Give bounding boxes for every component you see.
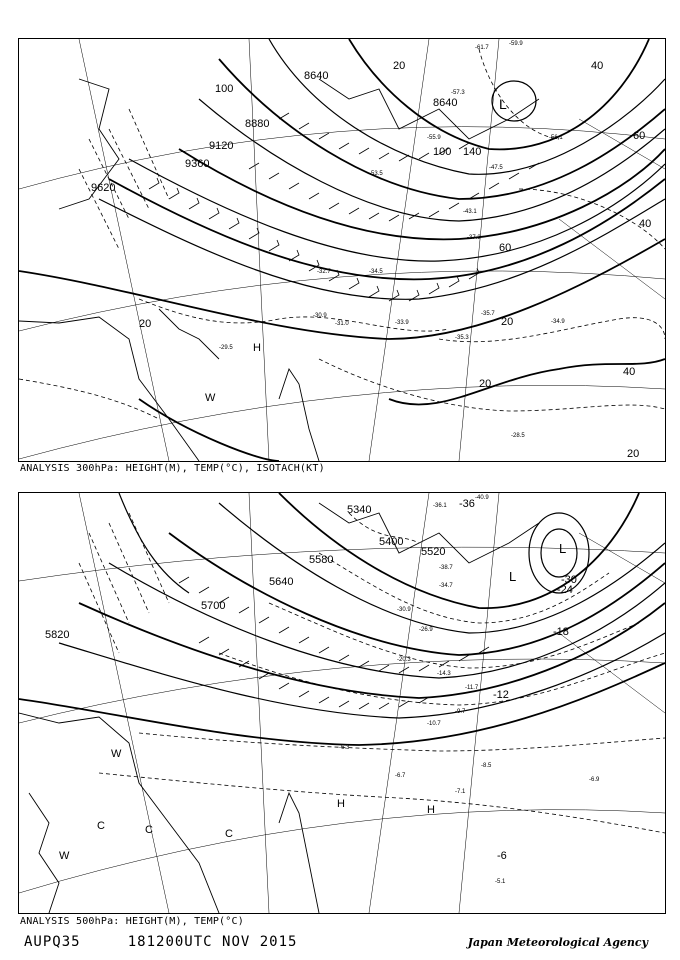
temp-value: -6.3 — [339, 745, 350, 751]
temp-value: -11.7 — [465, 685, 479, 691]
caption-500hpa: ANALYSIS 500hPa: HEIGHT(M), TEMP(°C) — [20, 916, 244, 927]
temp-value: -47.5 — [489, 165, 503, 171]
isotherm-label: -12 — [493, 689, 509, 701]
temp-value: -6.9 — [589, 777, 600, 783]
cold-marker: C — [145, 824, 153, 836]
height-label: 5400 — [379, 536, 404, 548]
coastline — [19, 503, 539, 913]
isotach-label: 60 — [633, 130, 646, 142]
temp-value: -5.1 — [495, 879, 506, 885]
temp-value: -8.5 — [481, 763, 492, 769]
isotach-label: 100 — [215, 83, 234, 95]
map-500hpa-canvas — [19, 493, 665, 913]
temp-value: -29.5 — [219, 345, 233, 351]
isotach-label: 20 — [139, 318, 152, 330]
temp-value: -33.9 — [395, 320, 409, 326]
height-label: 9120 — [209, 140, 234, 152]
temp-value: -9.7 — [455, 709, 466, 715]
temp-value: -34.9 — [551, 319, 565, 325]
cold-marker: C — [225, 828, 233, 840]
temp-value: -20.3 — [397, 657, 411, 663]
agency-name: Japan Meteorological Agency — [467, 936, 648, 949]
temp-value: -55.9 — [427, 135, 441, 141]
height-contours — [19, 493, 665, 745]
height-contours — [19, 39, 665, 461]
height-label: 5340 — [347, 504, 372, 516]
temp-value: -35.3 — [455, 335, 469, 341]
isotach-label: 40 — [591, 60, 604, 72]
temp-value: -7.1 — [455, 789, 466, 795]
height-label: 5700 — [201, 600, 226, 612]
height-label: 5640 — [269, 576, 294, 588]
temp-value: -30.9 — [313, 313, 327, 319]
isotherm-label: -36 — [459, 498, 475, 510]
isotach-label: 60 — [499, 242, 512, 254]
high-pressure-marker: H — [253, 342, 261, 354]
temp-value: -40.9 — [475, 495, 489, 501]
high-pressure-marker: H — [427, 804, 435, 816]
height-label: 5580 — [309, 554, 334, 566]
warm-marker: W — [205, 392, 216, 404]
isotherm-label: -6 — [497, 850, 507, 862]
temp-value: -35.7 — [481, 311, 495, 317]
wind-barbs — [179, 577, 489, 709]
isotach-label: 20 — [627, 448, 640, 460]
temp-value: -10.7 — [427, 721, 441, 727]
height-label: 8880 — [245, 118, 270, 130]
cold-marker: C — [97, 820, 105, 832]
isotherm-label: -24 — [557, 584, 573, 596]
isotach-label: 20 — [501, 316, 514, 328]
temp-value: -30.9 — [397, 607, 411, 613]
height-label: 9360 — [185, 158, 210, 170]
map-500hpa — [18, 492, 666, 914]
temp-value: -14.3 — [437, 671, 451, 677]
low-pressure-marker: L — [499, 96, 507, 112]
bulletin-code: AUPQ35 — [24, 934, 81, 950]
temp-value: -26.9 — [419, 627, 433, 633]
height-label: 5520 — [421, 546, 446, 558]
temp-value: -37.3 — [467, 235, 481, 241]
bulletin-datetime: 181200UTC NOV 2015 — [127, 934, 298, 950]
dashed-isolines — [19, 49, 665, 419]
high-pressure-marker: H — [337, 798, 345, 810]
temp-value: -36.1 — [433, 503, 447, 509]
height-label: 5820 — [45, 629, 70, 641]
isotach-labels — [139, 60, 651, 460]
low-pressure-marker: L — [509, 569, 517, 584]
temp-value: -61.7 — [475, 45, 489, 51]
temp-value: -34.5 — [369, 269, 383, 275]
coastline — [19, 79, 539, 461]
map-300hpa-canvas — [19, 39, 665, 461]
pressure-centers — [59, 541, 566, 862]
height-label: 8640 — [304, 70, 329, 82]
isotach-label: 40 — [639, 218, 652, 230]
temp-value: -38.7 — [439, 565, 453, 571]
temp-value: -59.9 — [509, 41, 523, 47]
isotherm-label: -18 — [553, 626, 569, 638]
temp-value: -56.1 — [549, 135, 563, 141]
temp-value: -28.5 — [511, 433, 525, 439]
isotach-label: 20 — [479, 378, 492, 390]
isotach-label: 100 — [433, 146, 452, 158]
temp-value: -31.0 — [335, 321, 349, 327]
temp-value: -43.1 — [463, 209, 477, 215]
isotherms — [79, 513, 665, 833]
warm-marker: W — [111, 748, 122, 760]
warm-marker: W — [59, 850, 70, 862]
temp-value: -57.3 — [451, 90, 465, 96]
height-label: 8640 — [433, 97, 458, 109]
low-pressure-marker: L — [559, 541, 567, 556]
bulletin-header — [24, 934, 297, 950]
temp-value: -32.7 — [317, 269, 331, 275]
map-300hpa — [18, 38, 666, 462]
caption-300hpa: ANALYSIS 300hPa: HEIGHT(M), TEMP(°C), ISOTACH(KT) — [20, 463, 325, 474]
pressure-centers — [205, 96, 507, 404]
isotach-label: 20 — [393, 60, 406, 72]
isotach-label: 140 — [463, 146, 482, 158]
temp-value: -34.7 — [439, 583, 453, 589]
temp-value: -53.5 — [369, 171, 383, 177]
isotach-label: 40 — [623, 366, 636, 378]
isotherm-label: -30 — [561, 574, 577, 586]
temp-value: -6.7 — [395, 773, 406, 779]
height-label: 9620 — [91, 182, 116, 194]
